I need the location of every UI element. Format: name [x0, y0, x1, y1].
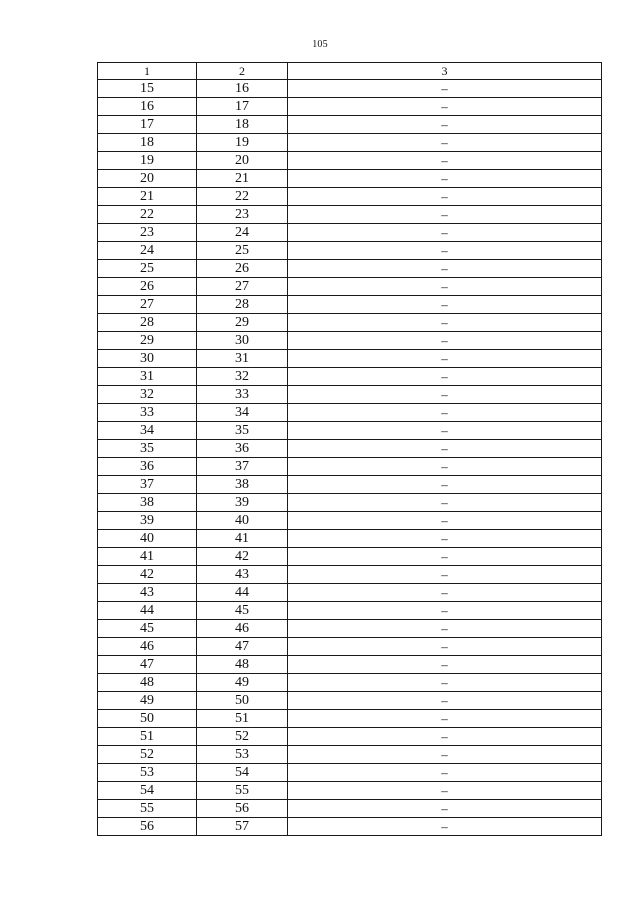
- table-cell-col3: –: [288, 548, 602, 566]
- table-cell-col3: –: [288, 206, 602, 224]
- table-cell-col1: 21: [98, 188, 197, 206]
- table-cell-col1: 34: [98, 422, 197, 440]
- table-cell-col1: 17: [98, 116, 197, 134]
- table-row: [98, 134, 602, 152]
- table-cell-col1: 49: [98, 692, 197, 710]
- table-row: [98, 746, 602, 764]
- table-row: [98, 512, 602, 530]
- table-cell-col1: 32: [98, 386, 197, 404]
- table-cell-col3: –: [288, 764, 602, 782]
- table-cell-col2: 47: [197, 638, 288, 656]
- table-row: [98, 800, 602, 818]
- table-cell-col3: –: [288, 188, 602, 206]
- table-cell-col2: 16: [197, 80, 288, 98]
- table-row: [98, 656, 602, 674]
- table-row: [98, 80, 602, 98]
- table-row: [98, 728, 602, 746]
- table-cell-col2: 30: [197, 332, 288, 350]
- table-cell-col1: 18: [98, 134, 197, 152]
- column-header-1: 1: [98, 63, 197, 80]
- table-cell-col2: 46: [197, 620, 288, 638]
- table-cell-col1: 19: [98, 152, 197, 170]
- table-cell-col2: 23: [197, 206, 288, 224]
- table-cell-col3: –: [288, 368, 602, 386]
- table-cell-col3: –: [288, 530, 602, 548]
- table-header-row: [98, 63, 602, 80]
- table-cell-col2: 56: [197, 800, 288, 818]
- table-row: [98, 350, 602, 368]
- table-cell-col1: 30: [98, 350, 197, 368]
- table-row: [98, 584, 602, 602]
- table-cell-col3: –: [288, 620, 602, 638]
- column-header-2: 2: [197, 63, 288, 80]
- table-row: [98, 692, 602, 710]
- table-row: [98, 404, 602, 422]
- table-cell-col2: 41: [197, 530, 288, 548]
- table-cell-col2: 40: [197, 512, 288, 530]
- table-cell-col2: 55: [197, 782, 288, 800]
- table-row: [98, 710, 602, 728]
- table-cell-col1: 47: [98, 656, 197, 674]
- table-cell-col3: –: [288, 494, 602, 512]
- table-cell-col1: 45: [98, 620, 197, 638]
- column-header-3: 3: [288, 63, 602, 80]
- table-row: [98, 224, 602, 242]
- table-body: [98, 63, 602, 836]
- table-cell-col1: 33: [98, 404, 197, 422]
- table-cell-col1: 22: [98, 206, 197, 224]
- table-cell-col1: 16: [98, 98, 197, 116]
- table-cell-col3: –: [288, 260, 602, 278]
- table-cell-col1: 29: [98, 332, 197, 350]
- table-cell-col3: –: [288, 116, 602, 134]
- table-cell-col2: 39: [197, 494, 288, 512]
- table-cell-col2: 28: [197, 296, 288, 314]
- table-cell-col2: 50: [197, 692, 288, 710]
- table-cell-col2: 26: [197, 260, 288, 278]
- table-cell-col3: –: [288, 332, 602, 350]
- table-cell-col1: 27: [98, 296, 197, 314]
- table-cell-col3: –: [288, 710, 602, 728]
- table-cell-col2: 34: [197, 404, 288, 422]
- table-cell-col3: –: [288, 386, 602, 404]
- table-cell-col2: 51: [197, 710, 288, 728]
- table-cell-col3: –: [288, 584, 602, 602]
- table-row: [98, 458, 602, 476]
- table-cell-col3: –: [288, 242, 602, 260]
- table-cell-col3: –: [288, 350, 602, 368]
- table-cell-col2: 25: [197, 242, 288, 260]
- table-cell-col2: 27: [197, 278, 288, 296]
- table-cell-col2: 57: [197, 818, 288, 836]
- table-cell-col1: 39: [98, 512, 197, 530]
- table-cell-col2: 20: [197, 152, 288, 170]
- table-row: [98, 152, 602, 170]
- table-cell-col1: 46: [98, 638, 197, 656]
- table-cell-col1: 24: [98, 242, 197, 260]
- table-cell-col1: 40: [98, 530, 197, 548]
- table-cell-col1: 15: [98, 80, 197, 98]
- table-row: [98, 782, 602, 800]
- data-table: [97, 62, 602, 836]
- table-cell-col2: 48: [197, 656, 288, 674]
- table-cell-col3: –: [288, 152, 602, 170]
- table-cell-col3: –: [288, 566, 602, 584]
- table-cell-col2: 43: [197, 566, 288, 584]
- table-row: [98, 260, 602, 278]
- table-cell-col1: 48: [98, 674, 197, 692]
- table-cell-col3: –: [288, 728, 602, 746]
- table-row: [98, 566, 602, 584]
- table-cell-col2: 37: [197, 458, 288, 476]
- table-cell-col1: 52: [98, 746, 197, 764]
- table-cell-col1: 26: [98, 278, 197, 296]
- table-cell-col3: –: [288, 80, 602, 98]
- table-row: [98, 422, 602, 440]
- table-row: [98, 620, 602, 638]
- table-cell-col3: –: [288, 296, 602, 314]
- table-row: [98, 818, 602, 836]
- table-cell-col1: 25: [98, 260, 197, 278]
- table-cell-col3: –: [288, 476, 602, 494]
- table-cell-col2: 24: [197, 224, 288, 242]
- table-cell-col2: 18: [197, 116, 288, 134]
- table-cell-col3: –: [288, 134, 602, 152]
- table-row: [98, 296, 602, 314]
- table-row: [98, 368, 602, 386]
- table-row: [98, 674, 602, 692]
- table-row: [98, 494, 602, 512]
- table-row: [98, 386, 602, 404]
- table-row: [98, 278, 602, 296]
- table-cell-col2: 35: [197, 422, 288, 440]
- table-cell-col3: –: [288, 512, 602, 530]
- table-cell-col2: 19: [197, 134, 288, 152]
- table-cell-col1: 38: [98, 494, 197, 512]
- table-cell-col1: 37: [98, 476, 197, 494]
- table-cell-col3: –: [288, 404, 602, 422]
- table-cell-col1: 53: [98, 764, 197, 782]
- table-cell-col2: 31: [197, 350, 288, 368]
- table-cell-col2: 33: [197, 386, 288, 404]
- table-row: [98, 98, 602, 116]
- table-cell-col2: 17: [197, 98, 288, 116]
- table-cell-col1: 43: [98, 584, 197, 602]
- table-cell-col3: –: [288, 656, 602, 674]
- table-cell-col1: 56: [98, 818, 197, 836]
- table-row: [98, 440, 602, 458]
- table-cell-col1: 20: [98, 170, 197, 188]
- table-cell-col3: –: [288, 278, 602, 296]
- table-cell-col3: –: [288, 224, 602, 242]
- table-cell-col3: –: [288, 422, 602, 440]
- table-cell-col1: 42: [98, 566, 197, 584]
- table-cell-col2: 21: [197, 170, 288, 188]
- table-cell-col1: 41: [98, 548, 197, 566]
- table-cell-col2: 42: [197, 548, 288, 566]
- table-cell-col1: 23: [98, 224, 197, 242]
- table-cell-col2: 45: [197, 602, 288, 620]
- table-cell-col2: 36: [197, 440, 288, 458]
- table-row: [98, 170, 602, 188]
- table-cell-col2: 49: [197, 674, 288, 692]
- table-cell-col2: 53: [197, 746, 288, 764]
- table-cell-col3: –: [288, 458, 602, 476]
- table-cell-col1: 31: [98, 368, 197, 386]
- table-row: [98, 638, 602, 656]
- page-number: 105: [312, 39, 328, 50]
- table-cell-col1: 51: [98, 728, 197, 746]
- table-cell-col2: 54: [197, 764, 288, 782]
- table-cell-col2: 32: [197, 368, 288, 386]
- table-cell-col3: –: [288, 602, 602, 620]
- table-cell-col2: 52: [197, 728, 288, 746]
- table-cell-col3: –: [288, 440, 602, 458]
- table-cell-col3: –: [288, 314, 602, 332]
- table-cell-col2: 22: [197, 188, 288, 206]
- table-row: [98, 188, 602, 206]
- table-cell-col3: –: [288, 98, 602, 116]
- table-cell-col1: 35: [98, 440, 197, 458]
- table-row: [98, 116, 602, 134]
- table-cell-col3: –: [288, 638, 602, 656]
- table-cell-col1: 55: [98, 800, 197, 818]
- table-cell-col3: –: [288, 692, 602, 710]
- table-cell-col1: 28: [98, 314, 197, 332]
- table-cell-col1: 54: [98, 782, 197, 800]
- table-cell-col3: –: [288, 674, 602, 692]
- table-row: [98, 314, 602, 332]
- table-cell-col1: 36: [98, 458, 197, 476]
- table-row: [98, 476, 602, 494]
- table-row: [98, 206, 602, 224]
- table-cell-col3: –: [288, 746, 602, 764]
- table-row: [98, 764, 602, 782]
- table-cell-col3: –: [288, 170, 602, 188]
- table-row: [98, 242, 602, 260]
- table-cell-col3: –: [288, 782, 602, 800]
- table-row: [98, 530, 602, 548]
- table-cell-col2: 38: [197, 476, 288, 494]
- table-cell-col1: 44: [98, 602, 197, 620]
- table-cell-col2: 44: [197, 584, 288, 602]
- table-cell-col2: 29: [197, 314, 288, 332]
- table-row: [98, 332, 602, 350]
- table-cell-col1: 50: [98, 710, 197, 728]
- table-cell-col3: –: [288, 800, 602, 818]
- table-cell-col3: –: [288, 818, 602, 836]
- table-row: [98, 548, 602, 566]
- table-row: [98, 602, 602, 620]
